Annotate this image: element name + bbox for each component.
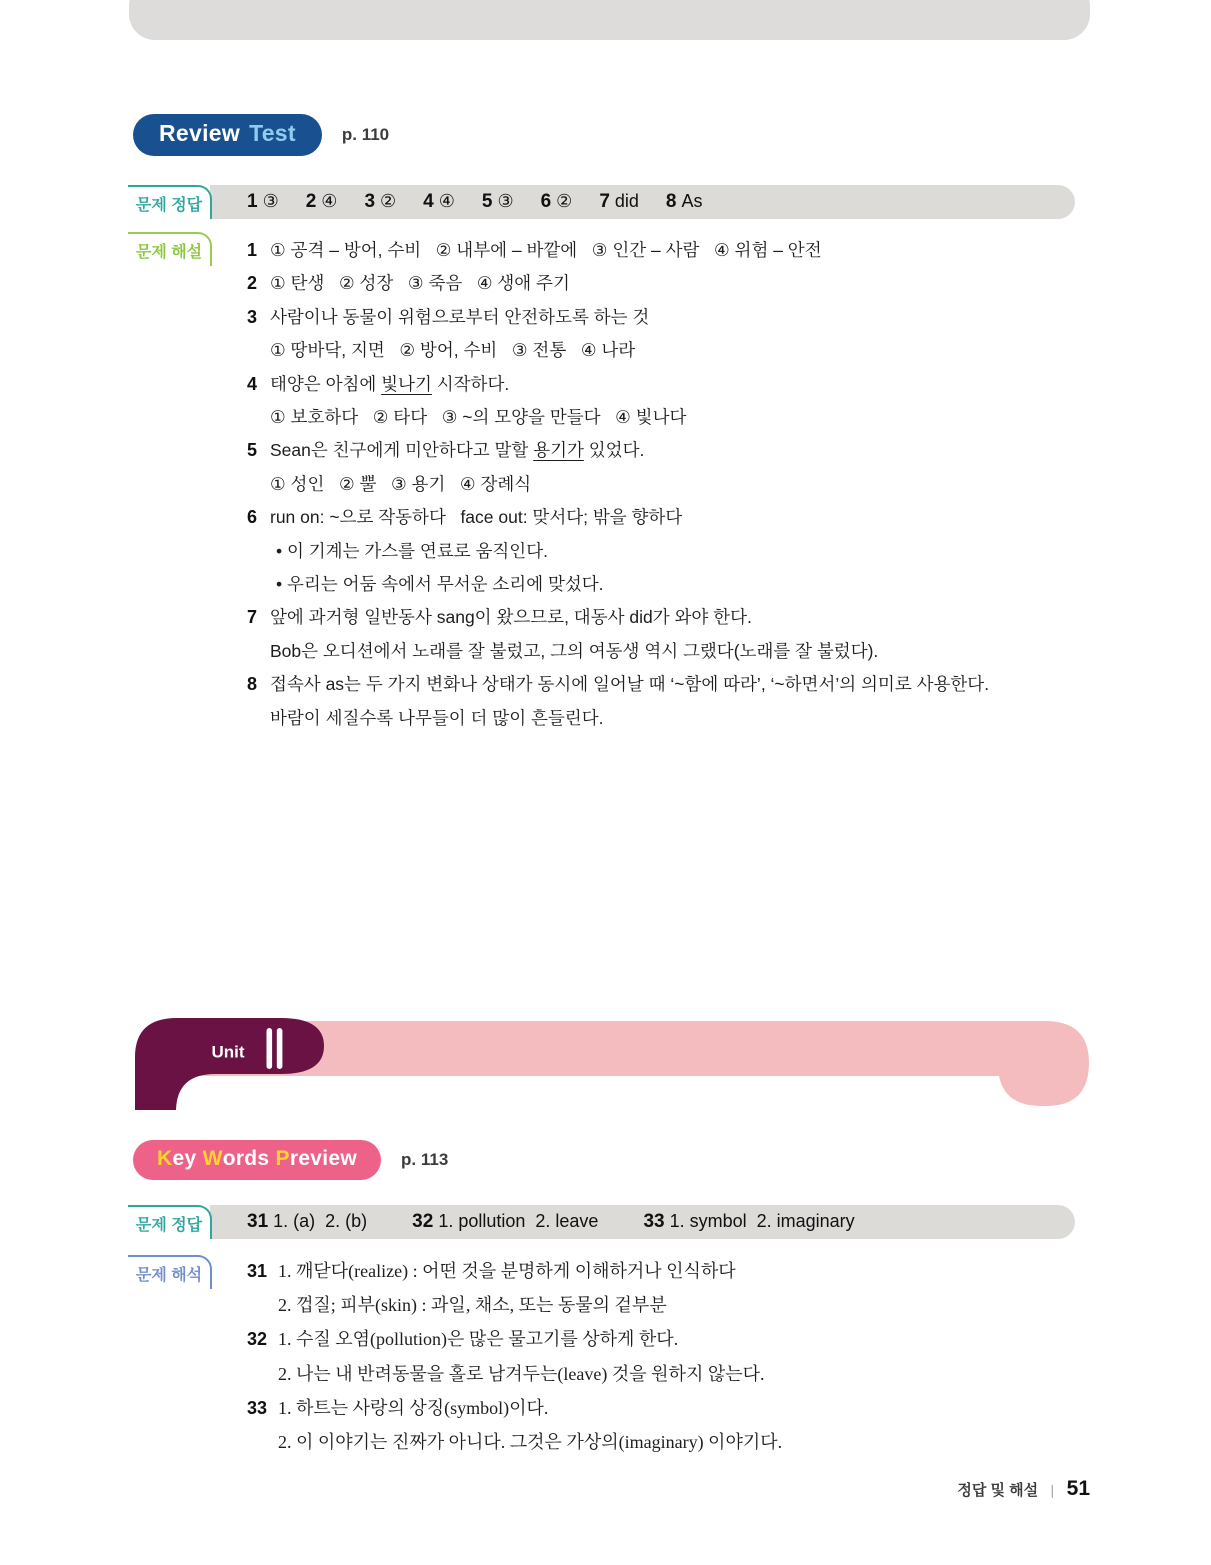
explanation-line-text: 앞에 과거형 일반동사 sang이 왔으므로, 대동사 did가 와야 한다. bbox=[270, 607, 752, 628]
review-test-badge bbox=[133, 114, 322, 156]
unit-banner-maroon-tab bbox=[135, 1018, 324, 1110]
explanation-label: 문제 해설 bbox=[128, 232, 212, 266]
explanation-line bbox=[247, 535, 1097, 568]
answer-item-number: 7 bbox=[599, 191, 610, 212]
footer-page-number: 51 bbox=[1066, 1477, 1090, 1500]
badge-initial: W bbox=[202, 1147, 223, 1170]
interpretation-line-text: 1. 하트는 사랑의 상징(symbol)이다. bbox=[278, 1397, 549, 1418]
answer-item-value: ④ bbox=[321, 191, 338, 211]
explanation-line-number: 3 bbox=[247, 306, 258, 327]
answer-item-value: ③ bbox=[262, 191, 279, 211]
explanation-line-text: 바람이 세질수록 나무들이 더 많이 흔들린다. bbox=[270, 707, 604, 728]
badge-initial: K bbox=[157, 1147, 173, 1170]
answer-item bbox=[541, 191, 573, 213]
explanation-line bbox=[247, 334, 1097, 367]
interpretation-line-text: 2. 나는 내 반려동물을 홀로 남겨두는(leave) 것을 원하지 않는다. bbox=[278, 1363, 765, 1384]
answer-item-number: 31 bbox=[247, 1211, 269, 1232]
interpretation-line bbox=[247, 1254, 1107, 1288]
explanation-line-text: Bob은 오디션에서 노래를 잘 불렀고, 그의 여동생 역시 그랬다(노래를 잘 불렀다). bbox=[270, 640, 879, 661]
answer-item-number: 4 bbox=[423, 191, 434, 212]
interpretation-line bbox=[247, 1322, 1107, 1356]
explanation-line-number: 4 bbox=[247, 373, 258, 394]
explanation-line bbox=[247, 568, 1097, 601]
answer-item-number: 32 bbox=[412, 1211, 434, 1232]
explanation-line bbox=[247, 501, 1097, 534]
unit-label: Unit bbox=[211, 1042, 245, 1062]
badge-text: ords bbox=[222, 1147, 276, 1170]
explanation-line-text: • 우리는 어둠 속에서 무서운 소리에 맞섰다. bbox=[276, 574, 604, 595]
explanation-line-text: ① 보호하다 ② 타다 ③ ~의 모양을 만들다 ④ 빛나다 bbox=[270, 407, 687, 428]
badge-text: review bbox=[289, 1147, 358, 1170]
review-test-header bbox=[133, 114, 389, 156]
explanation-line-text: Sean은 친구에게 미안하다고 말할 용기가 있었다. bbox=[270, 440, 645, 461]
explanation-line-number: 5 bbox=[247, 440, 258, 461]
answer-item-number: 2 bbox=[305, 191, 317, 212]
answer-key-label: 문제 정답 bbox=[128, 185, 212, 219]
answer-item-value: ② bbox=[556, 191, 573, 211]
explanation-line-number: 2 bbox=[247, 273, 258, 294]
explanation-line-text: run on: ~으로 작동하다 face out: 맞서다; 밖을 향하다 bbox=[270, 507, 683, 528]
answer-item-number: 1 bbox=[247, 191, 258, 212]
answer-item bbox=[247, 191, 279, 213]
answer-key-bar bbox=[210, 1205, 1075, 1239]
explanation-line bbox=[247, 434, 1097, 467]
answer-item bbox=[247, 1211, 367, 1233]
review-test-page-ref: p. 110 bbox=[341, 125, 390, 144]
interpretation-line-text: 2. 껍질; 피부(skin) : 과일, 채소, 또는 동물의 겉부분 bbox=[278, 1295, 667, 1316]
answer-key-bar bbox=[210, 185, 1075, 219]
badge-initial: P bbox=[275, 1147, 290, 1170]
explanation-line bbox=[247, 267, 1097, 300]
answer-item-number: 5 bbox=[481, 191, 493, 212]
explanation-line-text: ① 탄생 ② 성장 ③ 죽음 ④ 생애 주기 bbox=[270, 273, 570, 294]
answer-item-number: 8 bbox=[665, 191, 677, 212]
interpretation-line-text: 2. 이 이야기는 진짜가 아니다. 그것은 가상의(imaginary) 이야기다. bbox=[278, 1432, 783, 1453]
interpretation-line-text: 1. 수질 오염(pollution)은 많은 물고기를 상하게 한다. bbox=[278, 1329, 679, 1350]
explanation-lines bbox=[247, 234, 1097, 735]
answer-item bbox=[364, 191, 396, 213]
answer-item bbox=[412, 1211, 598, 1233]
explanation-line bbox=[247, 368, 1097, 401]
explanation-line-number: 1 bbox=[247, 240, 258, 260]
review-answer-key-row bbox=[128, 185, 1075, 219]
interpretation-lines bbox=[247, 1254, 1107, 1459]
explanation-line bbox=[247, 234, 1097, 267]
explanation-line-text: 접속사 as는 두 가지 변화나 상태가 동시에 일어날 때 ‘~함에 따라’, ‘~하면서’의 의미로 사용한다. bbox=[270, 674, 990, 695]
interpretation-line-number: 33 bbox=[247, 1397, 268, 1418]
explanation-line bbox=[247, 468, 1097, 501]
answer-item-value: did bbox=[614, 191, 639, 211]
explanation-line-number: 8 bbox=[247, 674, 258, 695]
interpretation-line-number: 31 bbox=[247, 1261, 268, 1281]
explanation-line-text: ① 성인 ② 뿔 ③ 용기 ④ 장례식 bbox=[270, 473, 532, 494]
interpretation-line bbox=[247, 1391, 1107, 1425]
explanation-line bbox=[247, 301, 1097, 334]
page-footer bbox=[957, 1477, 1090, 1501]
interpretation-line-text: 1. 깨닫다(realize) : 어떤 것을 분명하게 이해하거나 인식하다 bbox=[278, 1261, 736, 1281]
explanation-line bbox=[247, 601, 1097, 634]
answer-item-value: As bbox=[681, 191, 703, 211]
explanation-line-text: ① 공격 – 방어, 수비 ② 내부에 – 바깥에 ③ 인간 – 사람 ④ 위험 – 안전 bbox=[270, 240, 822, 260]
keywords-answer-key-row bbox=[128, 1205, 1075, 1239]
previous-section-remnant bbox=[129, 0, 1090, 40]
interpretation-line bbox=[247, 1425, 1107, 1459]
answer-item bbox=[666, 191, 703, 213]
explanation-line-text: 사람이나 동물이 위험으로부터 안전하도록 하는 것 bbox=[270, 306, 650, 327]
answer-item bbox=[482, 191, 514, 213]
interpretation-label: 문제 해석 bbox=[128, 1255, 212, 1289]
answer-item bbox=[599, 191, 639, 213]
answer-item bbox=[423, 191, 455, 213]
explanation-line bbox=[247, 401, 1097, 434]
explanation-line bbox=[247, 702, 1097, 735]
answer-item-value: 1. (a) 2. (b) bbox=[273, 1211, 368, 1231]
answer-item-value: 1. symbol 2. imaginary bbox=[669, 1211, 855, 1231]
review-test-badge-word2: Test bbox=[249, 120, 296, 146]
key-words-badge bbox=[133, 1140, 381, 1180]
explanation-line bbox=[247, 635, 1097, 668]
underlined-term: 빛나기 bbox=[381, 373, 432, 394]
answer-item-value: 1. pollution 2. leave bbox=[438, 1211, 599, 1231]
explanation-line-number: 6 bbox=[247, 507, 258, 528]
key-words-header bbox=[133, 1140, 448, 1180]
footer-label: 정답 및 해설 bbox=[957, 1482, 1039, 1499]
footer-divider: ∣ bbox=[1049, 1483, 1056, 1498]
answer-item bbox=[306, 191, 338, 213]
answer-item-value: ② bbox=[380, 191, 397, 211]
underlined-term: 용기가 bbox=[533, 440, 584, 461]
answer-item-number: 33 bbox=[643, 1211, 665, 1232]
answer-key-label: 문제 정답 bbox=[128, 1205, 212, 1239]
answer-item-value: ③ bbox=[497, 191, 514, 211]
explanation-line bbox=[247, 668, 1097, 701]
key-words-page-ref: p. 113 bbox=[401, 1150, 449, 1169]
explanation-line-text: • 이 기계는 가스를 연료로 움직인다. bbox=[276, 540, 548, 561]
answer-item bbox=[643, 1211, 854, 1233]
answer-item-number: 6 bbox=[540, 191, 552, 212]
review-test-badge-word1: Review bbox=[159, 120, 241, 146]
explanation-line-text: ① 땅바닥, 지면 ② 방어, 수비 ③ 전통 ④ 나라 bbox=[270, 340, 636, 361]
answer-item-value: ④ bbox=[438, 191, 455, 211]
badge-text: ey bbox=[172, 1147, 203, 1170]
explanation-line-number: 7 bbox=[247, 607, 258, 628]
answer-item-number: 3 bbox=[364, 191, 376, 212]
interpretation-line-number: 32 bbox=[247, 1329, 268, 1350]
unit-banner bbox=[135, 1015, 1090, 1110]
explanation-line-text: 태양은 아침에 빛나기 시작하다. bbox=[270, 373, 510, 394]
interpretation-line bbox=[247, 1288, 1107, 1322]
interpretation-line bbox=[247, 1357, 1107, 1391]
